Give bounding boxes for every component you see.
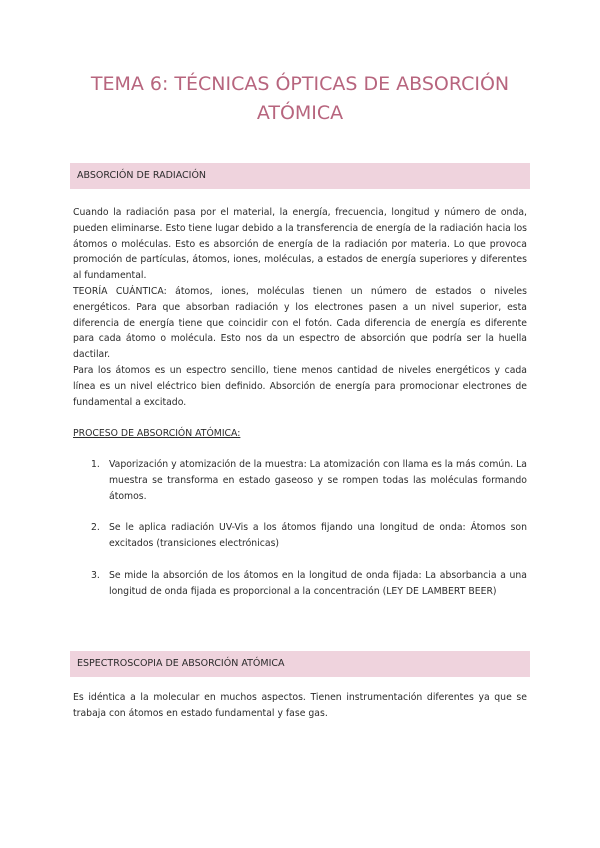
section-header-espectroscopia: ESPECTROSCOPIA DE ABSORCIÓN ATÓMICA <box>70 651 530 677</box>
list-number: 3. <box>91 570 100 581</box>
list-text: Se le aplica radiación UV-Vis a los átomos fijando una longitud de onda: Átomos son excitados (transiciones electrónicas) <box>109 522 527 549</box>
document-title <box>60 70 540 128</box>
subheading-proceso: PROCESO DE ABSORCIÓN ATÓMICA: <box>73 428 241 439</box>
title-line-1: TEMA 6: TÉCNICAS ÓPTICAS DE ABSORCIÓN <box>90 73 510 95</box>
paragraph-espectro-atomos: Para los átomos es un espectro sencillo, tiene menos cantidad de niveles energéticos y cada línea es un nivel eléctrico bien definido. Absorción de energía para promocionar electrones de fundamental a excitado. <box>73 365 527 408</box>
list-number: 2. <box>91 522 100 533</box>
paragraph-espectroscopia: Es idéntica a la molecular en muchos aspectos. Tienen instrumentación diferentes ya que se trabaja con átomos en estado fundamental y fase gas. <box>73 692 527 719</box>
paragraph-intro: Cuando la radiación pasa por el material, la energía, frecuencia, longitud y número de onda, pueden eliminarse. Esto tiene lugar debido a la transferencia de energía de la radiación hacia los átomos o moléculas. Esto es absorción de energía de la radiación por materia. Lo que provoca promoción de partículas, átomos, iones, moléculas, a estados de energía superiores y diferentes al fundamental. <box>73 207 527 282</box>
title-line-2: ATÓMICA <box>256 102 344 124</box>
paragraph-teoria-cuantica: TEORÍA CUÁNTICA: átomos, iones, moléculas tienen un número de estados o niveles energéticos. Para que absorban radiación y los electrones pasen a un nivel superior, esta diferencia de energía tiene que coincidir con el fotón. Cada diferencia de energía es diferente para cada átomo o molécula. Esto nos da un espectro de absorción que podría ser la huella dactilar. <box>73 286 527 361</box>
list-text: Vaporización y atomización de la muestra: La atomización con llama es la más común. La muestra se transforma en estado gaseoso y se rompen todas las moléculas formando átomos. <box>109 459 527 502</box>
list-text: Se mide la absorción de los átomos en la longitud de onda fijada: La absorbancia a una longitud de onda fijada es proporcional a la concentración (LEY DE LAMBERT BEER) <box>109 570 527 597</box>
list-number: 1. <box>91 459 100 470</box>
section-header-absorcion-radiacion: ABSORCIÓN DE RADIACIÓN <box>70 163 530 189</box>
